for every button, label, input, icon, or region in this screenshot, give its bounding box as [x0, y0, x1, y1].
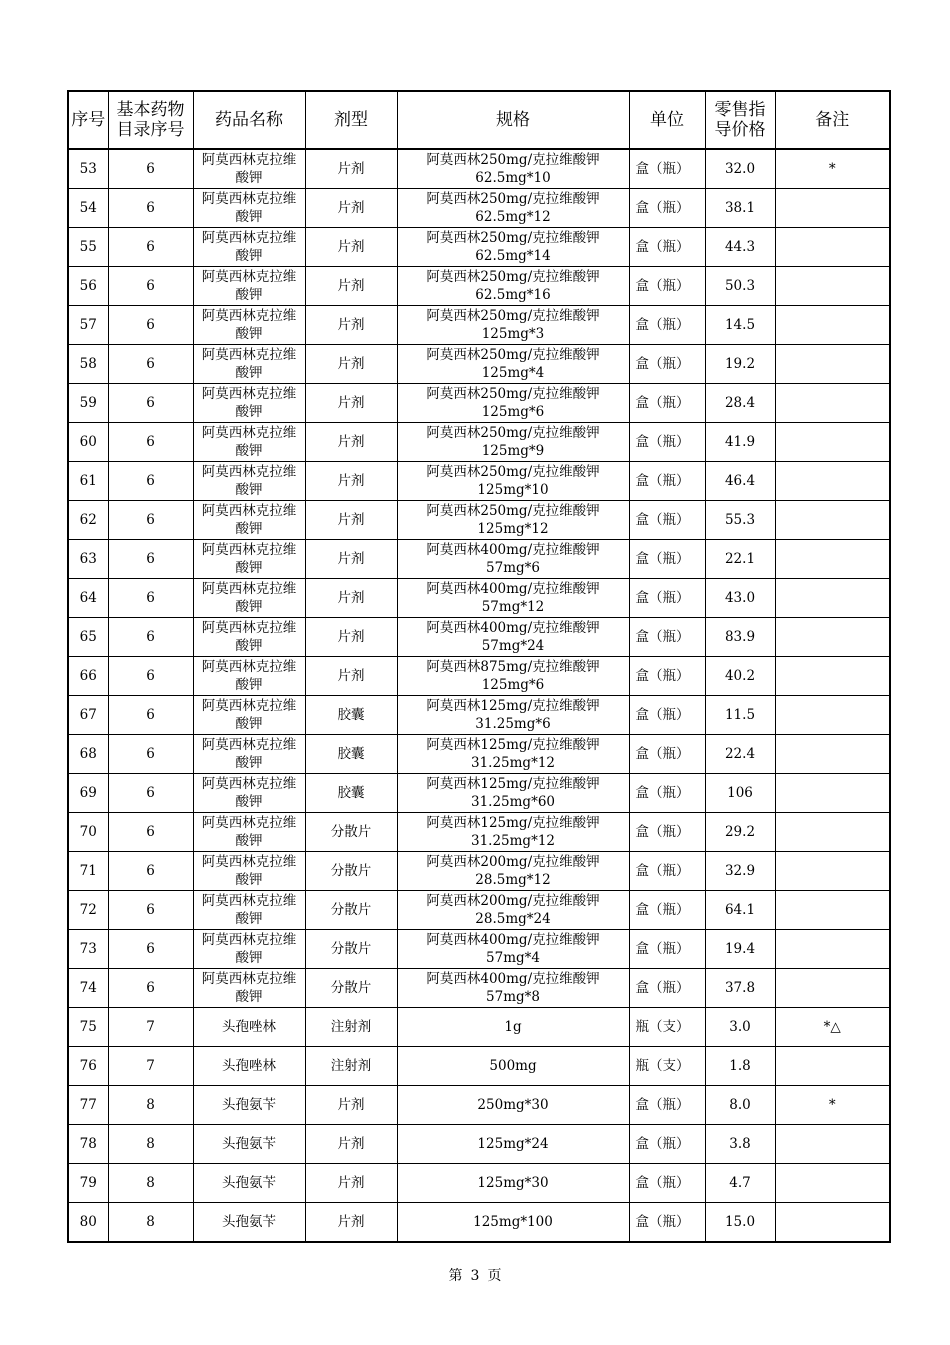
- cell-retail-price: 44.3: [705, 228, 775, 267]
- cell-drug-name: 阿莫西林克拉维酸钾: [193, 149, 305, 189]
- table-row: [68, 384, 890, 423]
- cell-unit: 盒（瓶）: [629, 852, 705, 891]
- table-row: [68, 1008, 890, 1047]
- cell-catalog-no: 6: [108, 891, 193, 930]
- cell-specification: 阿莫西林250mg/克拉维酸钾125mg*3: [397, 306, 629, 345]
- cell-dosage-form: 片剂: [305, 306, 397, 345]
- cell-dosage-form: 片剂: [305, 384, 397, 423]
- cell-remarks: [775, 852, 890, 891]
- cell-unit: 盒（瓶）: [629, 1164, 705, 1203]
- cell-no: 65: [68, 618, 108, 657]
- cell-remarks: [775, 267, 890, 306]
- cell-remarks: [775, 228, 890, 267]
- cell-catalog-no: 6: [108, 969, 193, 1008]
- cell-remarks: [775, 384, 890, 423]
- cell-drug-name: 阿莫西林克拉维酸钾: [193, 696, 305, 735]
- cell-drug-name: 阿莫西林克拉维酸钾: [193, 618, 305, 657]
- cell-dosage-form: 片剂: [305, 267, 397, 306]
- cell-catalog-no: 6: [108, 149, 193, 189]
- cell-dosage-form: 片剂: [305, 189, 397, 228]
- cell-dosage-form: 胶囊: [305, 735, 397, 774]
- cell-catalog-no: 6: [108, 306, 193, 345]
- table-row: [68, 345, 890, 384]
- cell-remarks: [775, 618, 890, 657]
- cell-specification: 阿莫西林250mg/克拉维酸钾125mg*6: [397, 384, 629, 423]
- cell-catalog-no: 6: [108, 657, 193, 696]
- table-row: [68, 852, 890, 891]
- cell-unit: 瓶（支）: [629, 1047, 705, 1086]
- cell-unit: 盒（瓶）: [629, 618, 705, 657]
- cell-drug-name: 头孢氨苄: [193, 1125, 305, 1164]
- table-row: [68, 618, 890, 657]
- header-remarks: 备注: [775, 91, 890, 149]
- cell-specification: 500mg: [397, 1047, 629, 1086]
- cell-specification: 阿莫西林400mg/克拉维酸钾57mg*8: [397, 969, 629, 1008]
- table-row: [68, 462, 890, 501]
- cell-drug-name: 阿莫西林克拉维酸钾: [193, 189, 305, 228]
- cell-drug-name: 阿莫西林克拉维酸钾: [193, 969, 305, 1008]
- cell-remarks: *: [775, 149, 890, 189]
- cell-no: 66: [68, 657, 108, 696]
- cell-catalog-no: 6: [108, 813, 193, 852]
- table-row: [68, 189, 890, 228]
- table-row: [68, 1164, 890, 1203]
- cell-drug-name: 头孢唑林: [193, 1047, 305, 1086]
- cell-no: 68: [68, 735, 108, 774]
- cell-catalog-no: 6: [108, 189, 193, 228]
- cell-remarks: *: [775, 1086, 890, 1125]
- cell-no: 80: [68, 1203, 108, 1243]
- cell-specification: 阿莫西林400mg/克拉维酸钾57mg*6: [397, 540, 629, 579]
- cell-catalog-no: 6: [108, 228, 193, 267]
- cell-specification: 阿莫西林200mg/克拉维酸钾28.5mg*24: [397, 891, 629, 930]
- cell-specification: 阿莫西林250mg/克拉维酸钾62.5mg*12: [397, 189, 629, 228]
- cell-specification: 阿莫西林250mg/克拉维酸钾125mg*9: [397, 423, 629, 462]
- cell-catalog-no: 6: [108, 735, 193, 774]
- cell-drug-name: 阿莫西林克拉维酸钾: [193, 462, 305, 501]
- cell-catalog-no: 6: [108, 618, 193, 657]
- table-row: [68, 149, 890, 189]
- table-row: [68, 501, 890, 540]
- cell-retail-price: 43.0: [705, 579, 775, 618]
- table-body: [68, 149, 890, 1242]
- cell-drug-name: 阿莫西林克拉维酸钾: [193, 657, 305, 696]
- cell-dosage-form: 片剂: [305, 423, 397, 462]
- cell-retail-price: 106: [705, 774, 775, 813]
- table-row: [68, 540, 890, 579]
- cell-dosage-form: 片剂: [305, 149, 397, 189]
- cell-catalog-no: 7: [108, 1047, 193, 1086]
- cell-specification: 阿莫西林125mg/克拉维酸钾31.25mg*12: [397, 813, 629, 852]
- cell-drug-name: 头孢唑林: [193, 1008, 305, 1047]
- cell-drug-name: 头孢氨苄: [193, 1164, 305, 1203]
- cell-unit: 盒（瓶）: [629, 1203, 705, 1243]
- cell-specification: 阿莫西林200mg/克拉维酸钾28.5mg*12: [397, 852, 629, 891]
- cell-drug-name: 阿莫西林克拉维酸钾: [193, 501, 305, 540]
- table-row: [68, 657, 890, 696]
- cell-no: 78: [68, 1125, 108, 1164]
- cell-dosage-form: 片剂: [305, 1164, 397, 1203]
- header-catalog-no: 基本药物目录序号: [108, 91, 193, 149]
- table-row: [68, 423, 890, 462]
- cell-retail-price: 4.7: [705, 1164, 775, 1203]
- cell-unit: 盒（瓶）: [629, 149, 705, 189]
- cell-catalog-no: 6: [108, 930, 193, 969]
- cell-specification: 阿莫西林400mg/克拉维酸钾57mg*12: [397, 579, 629, 618]
- header-drug-name: 药品名称: [193, 91, 305, 149]
- cell-retail-price: 40.2: [705, 657, 775, 696]
- cell-no: 64: [68, 579, 108, 618]
- cell-catalog-no: 6: [108, 501, 193, 540]
- cell-remarks: [775, 345, 890, 384]
- cell-drug-name: 阿莫西林克拉维酸钾: [193, 423, 305, 462]
- cell-no: 55: [68, 228, 108, 267]
- cell-dosage-form: 片剂: [305, 1125, 397, 1164]
- cell-specification: 阿莫西林250mg/克拉维酸钾62.5mg*16: [397, 267, 629, 306]
- cell-drug-name: 头孢氨苄: [193, 1203, 305, 1243]
- cell-retail-price: 38.1: [705, 189, 775, 228]
- cell-drug-name: 阿莫西林克拉维酸钾: [193, 774, 305, 813]
- cell-retail-price: 32.0: [705, 149, 775, 189]
- cell-no: 60: [68, 423, 108, 462]
- cell-unit: 盒（瓶）: [629, 930, 705, 969]
- cell-dosage-form: 片剂: [305, 1203, 397, 1243]
- cell-remarks: [775, 891, 890, 930]
- header-specification: 规格: [397, 91, 629, 149]
- cell-specification: 250mg*30: [397, 1086, 629, 1125]
- cell-specification: 125mg*30: [397, 1164, 629, 1203]
- table-row: [68, 774, 890, 813]
- cell-dosage-form: 分散片: [305, 852, 397, 891]
- cell-no: 74: [68, 969, 108, 1008]
- cell-dosage-form: 胶囊: [305, 696, 397, 735]
- cell-dosage-form: 片剂: [305, 618, 397, 657]
- cell-no: 75: [68, 1008, 108, 1047]
- cell-drug-name: 阿莫西林克拉维酸钾: [193, 267, 305, 306]
- cell-catalog-no: 6: [108, 384, 193, 423]
- cell-retail-price: 55.3: [705, 501, 775, 540]
- cell-retail-price: 8.0: [705, 1086, 775, 1125]
- cell-remarks: [775, 189, 890, 228]
- cell-drug-name: 头孢氨苄: [193, 1086, 305, 1125]
- cell-dosage-form: 胶囊: [305, 774, 397, 813]
- cell-remarks: [775, 306, 890, 345]
- cell-remarks: [775, 579, 890, 618]
- cell-no: 71: [68, 852, 108, 891]
- cell-remarks: [775, 1047, 890, 1086]
- cell-drug-name: 阿莫西林克拉维酸钾: [193, 306, 305, 345]
- cell-specification: 阿莫西林125mg/克拉维酸钾31.25mg*6: [397, 696, 629, 735]
- cell-specification: 阿莫西林250mg/克拉维酸钾62.5mg*14: [397, 228, 629, 267]
- cell-catalog-no: 6: [108, 540, 193, 579]
- cell-no: 77: [68, 1086, 108, 1125]
- header-dosage-form: 剂型: [305, 91, 397, 149]
- table-row: [68, 228, 890, 267]
- cell-unit: 盒（瓶）: [629, 1125, 705, 1164]
- table-row: [68, 306, 890, 345]
- cell-remarks: [775, 813, 890, 852]
- cell-no: 62: [68, 501, 108, 540]
- cell-unit: 盒（瓶）: [629, 189, 705, 228]
- cell-remarks: [775, 423, 890, 462]
- cell-unit: 盒（瓶）: [629, 228, 705, 267]
- cell-specification: 1g: [397, 1008, 629, 1047]
- table-row: [68, 1203, 890, 1243]
- cell-specification: 阿莫西林125mg/克拉维酸钾31.25mg*12: [397, 735, 629, 774]
- cell-drug-name: 阿莫西林克拉维酸钾: [193, 345, 305, 384]
- cell-retail-price: 83.9: [705, 618, 775, 657]
- cell-dosage-form: 注射剂: [305, 1047, 397, 1086]
- cell-drug-name: 阿莫西林克拉维酸钾: [193, 930, 305, 969]
- page-number: 3: [470, 1268, 480, 1284]
- table-row: [68, 813, 890, 852]
- cell-specification: 阿莫西林250mg/克拉维酸钾125mg*4: [397, 345, 629, 384]
- cell-retail-price: 46.4: [705, 462, 775, 501]
- cell-catalog-no: 8: [108, 1086, 193, 1125]
- cell-specification: 阿莫西林250mg/克拉维酸钾62.5mg*10: [397, 149, 629, 189]
- cell-drug-name: 阿莫西林克拉维酸钾: [193, 891, 305, 930]
- cell-catalog-no: 6: [108, 462, 193, 501]
- cell-specification: 阿莫西林250mg/克拉维酸钾125mg*10: [397, 462, 629, 501]
- cell-dosage-form: 片剂: [305, 1086, 397, 1125]
- cell-dosage-form: 片剂: [305, 501, 397, 540]
- cell-unit: 盒（瓶）: [629, 657, 705, 696]
- cell-no: 70: [68, 813, 108, 852]
- cell-unit: 盒（瓶）: [629, 735, 705, 774]
- cell-unit: 盒（瓶）: [629, 579, 705, 618]
- cell-drug-name: 阿莫西林克拉维酸钾: [193, 813, 305, 852]
- cell-no: 61: [68, 462, 108, 501]
- cell-catalog-no: 6: [108, 774, 193, 813]
- cell-no: 79: [68, 1164, 108, 1203]
- cell-unit: 瓶（支）: [629, 1008, 705, 1047]
- cell-specification: 阿莫西林250mg/克拉维酸钾125mg*12: [397, 501, 629, 540]
- cell-dosage-form: 分散片: [305, 969, 397, 1008]
- cell-retail-price: 1.8: [705, 1047, 775, 1086]
- cell-drug-name: 阿莫西林克拉维酸钾: [193, 852, 305, 891]
- cell-remarks: [775, 735, 890, 774]
- cell-remarks: [775, 540, 890, 579]
- cell-no: 72: [68, 891, 108, 930]
- page-footer: [0, 1265, 950, 1285]
- table-row: [68, 1086, 890, 1125]
- cell-drug-name: 阿莫西林克拉维酸钾: [193, 228, 305, 267]
- cell-dosage-form: 片剂: [305, 657, 397, 696]
- cell-specification: 阿莫西林875mg/克拉维酸钾125mg*6: [397, 657, 629, 696]
- cell-catalog-no: 7: [108, 1008, 193, 1047]
- cell-catalog-no: 8: [108, 1125, 193, 1164]
- cell-unit: 盒（瓶）: [629, 423, 705, 462]
- cell-remarks: [775, 1164, 890, 1203]
- cell-catalog-no: 6: [108, 852, 193, 891]
- cell-no: 56: [68, 267, 108, 306]
- cell-unit: 盒（瓶）: [629, 267, 705, 306]
- cell-no: 53: [68, 149, 108, 189]
- table-row: [68, 735, 890, 774]
- cell-unit: 盒（瓶）: [629, 696, 705, 735]
- cell-retail-price: 22.1: [705, 540, 775, 579]
- cell-remarks: [775, 1125, 890, 1164]
- cell-no: 63: [68, 540, 108, 579]
- cell-remarks: [775, 930, 890, 969]
- cell-retail-price: 11.5: [705, 696, 775, 735]
- cell-dosage-form: 分散片: [305, 813, 397, 852]
- cell-unit: 盒（瓶）: [629, 540, 705, 579]
- cell-dosage-form: 片剂: [305, 540, 397, 579]
- cell-dosage-form: 注射剂: [305, 1008, 397, 1047]
- table-row: [68, 891, 890, 930]
- cell-no: 67: [68, 696, 108, 735]
- header-unit: 单位: [629, 91, 705, 149]
- cell-remarks: [775, 696, 890, 735]
- cell-unit: 盒（瓶）: [629, 969, 705, 1008]
- cell-catalog-no: 6: [108, 579, 193, 618]
- cell-no: 57: [68, 306, 108, 345]
- cell-dosage-form: 分散片: [305, 930, 397, 969]
- footer-prefix: 第: [448, 1268, 463, 1284]
- table-row: [68, 267, 890, 306]
- cell-retail-price: 14.5: [705, 306, 775, 345]
- cell-drug-name: 阿莫西林克拉维酸钾: [193, 540, 305, 579]
- cell-specification: 125mg*24: [397, 1125, 629, 1164]
- cell-dosage-form: 片剂: [305, 579, 397, 618]
- cell-remarks: [775, 462, 890, 501]
- cell-unit: 盒（瓶）: [629, 462, 705, 501]
- cell-catalog-no: 6: [108, 423, 193, 462]
- cell-catalog-no: 6: [108, 696, 193, 735]
- cell-retail-price: 19.4: [705, 930, 775, 969]
- cell-no: 69: [68, 774, 108, 813]
- cell-retail-price: 28.4: [705, 384, 775, 423]
- cell-retail-price: 3.8: [705, 1125, 775, 1164]
- cell-retail-price: 15.0: [705, 1203, 775, 1243]
- cell-catalog-no: 8: [108, 1203, 193, 1243]
- cell-dosage-form: 片剂: [305, 462, 397, 501]
- cell-retail-price: 32.9: [705, 852, 775, 891]
- table-header-row: [68, 91, 890, 149]
- table-row: [68, 1125, 890, 1164]
- cell-unit: 盒（瓶）: [629, 891, 705, 930]
- cell-retail-price: 29.2: [705, 813, 775, 852]
- drug-price-table-sheet: [67, 90, 889, 1243]
- header-retail-price: 零售指导价格: [705, 91, 775, 149]
- cell-dosage-form: 片剂: [305, 345, 397, 384]
- cell-no: 58: [68, 345, 108, 384]
- cell-remarks: [775, 657, 890, 696]
- cell-catalog-no: 6: [108, 267, 193, 306]
- cell-no: 73: [68, 930, 108, 969]
- cell-retail-price: 22.4: [705, 735, 775, 774]
- cell-retail-price: 50.3: [705, 267, 775, 306]
- cell-remarks: [775, 501, 890, 540]
- header-no: 序号: [68, 91, 108, 149]
- cell-unit: 盒（瓶）: [629, 501, 705, 540]
- cell-drug-name: 阿莫西林克拉维酸钾: [193, 735, 305, 774]
- cell-drug-name: 阿莫西林克拉维酸钾: [193, 579, 305, 618]
- table-row: [68, 930, 890, 969]
- cell-remarks: *△: [775, 1008, 890, 1047]
- cell-catalog-no: 6: [108, 345, 193, 384]
- cell-remarks: [775, 969, 890, 1008]
- cell-unit: 盒（瓶）: [629, 345, 705, 384]
- cell-no: 76: [68, 1047, 108, 1086]
- footer-suffix: 页: [487, 1268, 502, 1284]
- cell-specification: 阿莫西林400mg/克拉维酸钾57mg*4: [397, 930, 629, 969]
- cell-dosage-form: 片剂: [305, 228, 397, 267]
- cell-remarks: [775, 774, 890, 813]
- cell-retail-price: 3.0: [705, 1008, 775, 1047]
- cell-remarks: [775, 1203, 890, 1243]
- cell-retail-price: 37.8: [705, 969, 775, 1008]
- cell-catalog-no: 8: [108, 1164, 193, 1203]
- cell-specification: 125mg*100: [397, 1203, 629, 1243]
- cell-unit: 盒（瓶）: [629, 1086, 705, 1125]
- table-row: [68, 969, 890, 1008]
- cell-no: 59: [68, 384, 108, 423]
- cell-unit: 盒（瓶）: [629, 306, 705, 345]
- drug-price-table: [67, 90, 891, 1243]
- cell-retail-price: 41.9: [705, 423, 775, 462]
- table-row: [68, 696, 890, 735]
- cell-retail-price: 19.2: [705, 345, 775, 384]
- cell-drug-name: 阿莫西林克拉维酸钾: [193, 384, 305, 423]
- cell-unit: 盒（瓶）: [629, 813, 705, 852]
- table-row: [68, 579, 890, 618]
- cell-unit: 盒（瓶）: [629, 384, 705, 423]
- cell-unit: 盒（瓶）: [629, 774, 705, 813]
- cell-retail-price: 64.1: [705, 891, 775, 930]
- cell-no: 54: [68, 189, 108, 228]
- table-row: [68, 1047, 890, 1086]
- cell-dosage-form: 分散片: [305, 891, 397, 930]
- cell-specification: 阿莫西林125mg/克拉维酸钾31.25mg*60: [397, 774, 629, 813]
- cell-specification: 阿莫西林400mg/克拉维酸钾57mg*24: [397, 618, 629, 657]
